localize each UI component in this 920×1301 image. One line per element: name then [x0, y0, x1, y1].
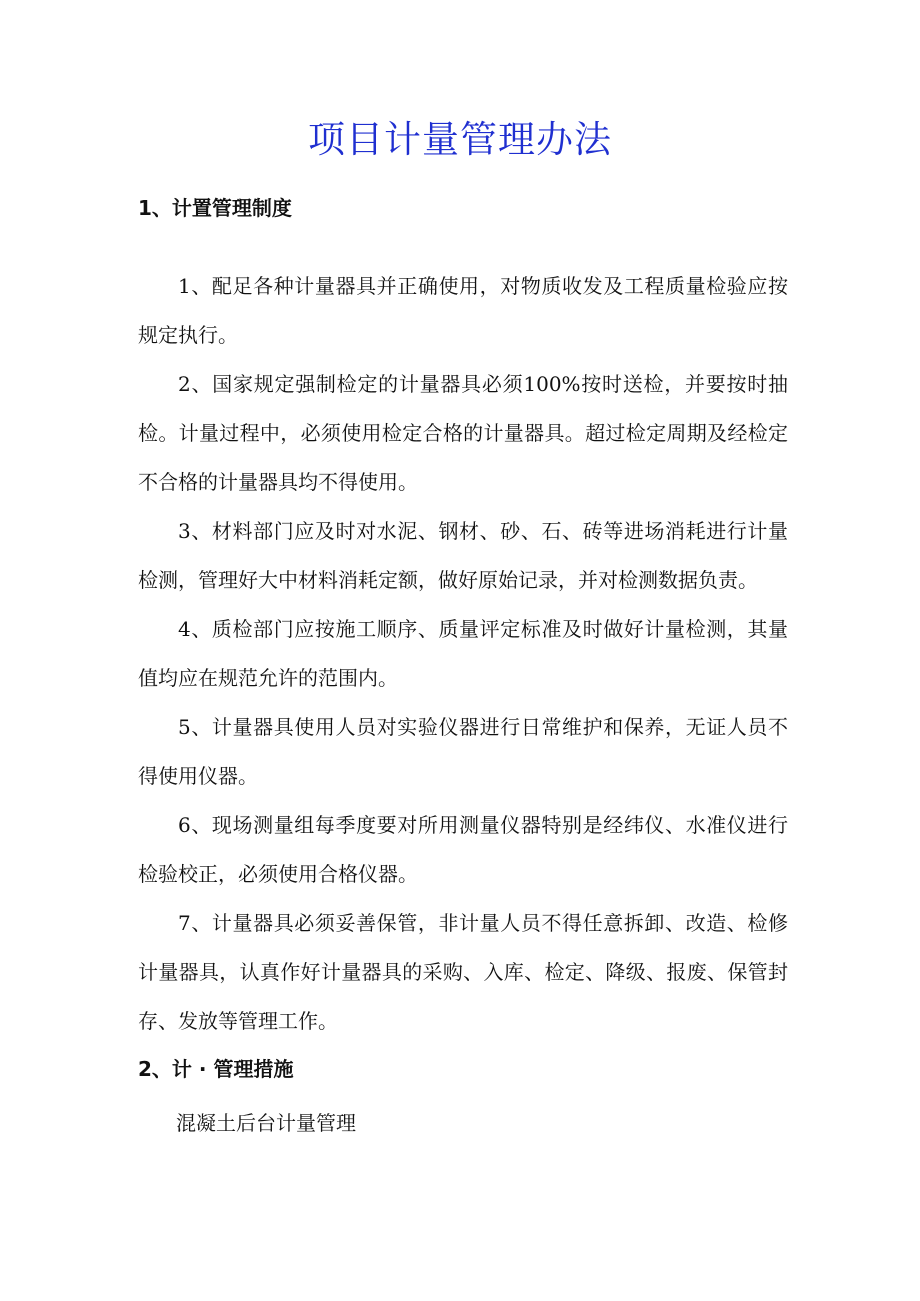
paragraph-4: 4、质检部门应按施工顺序、质量评定标准及时做好计量检测，其量值均应在规范允许的范围内。 [138, 617, 788, 690]
section-2-item: 混凝土后台计量管理 [176, 1111, 356, 1135]
document-title: 项目计量管理办法 [308, 118, 612, 161]
paragraph-7: 7、计量器具必须妥善保管，非计量人员不得任意拆卸、改造、检修计量器具，认真作好计量器具的采购、入库、检定、降级、报废、保管封存、发放等管理工作。 [138, 911, 788, 1033]
paragraph-6: 6、现场测量组每季度要对所用测量仪器特别是经纬仪、水准仪进行检验校正，必须使用合格仪器。 [138, 813, 788, 886]
section-1-heading: 1、计置管理制度 [138, 196, 292, 220]
paragraph-3: 3、材料部门应及时对水泥、钢材、砂、石、砖等进场消耗进行计量检测，管理好大中材料消耗定额，做好原始记录，并对检测数据负责。 [138, 519, 788, 592]
paragraph-5: 5、计量器具使用人员对实验仪器进行日常维护和保养，无证人员不得使用仪器。 [138, 715, 788, 788]
paragraph-2: 2、国家规定强制检定的计量器具必须100%按时送检，并要按时抽检。计量过程中，必须使用检定合格的计量器具。超过检定周期及经检定不合格的计量器具均不得使用。 [138, 372, 788, 494]
section-2-heading: 2、计 · 管理措施 [138, 1057, 294, 1081]
paragraph-1: 1、配足各种计量器具并正确使用，对物质收发及工程质量检验应按规定执行。 [138, 274, 788, 347]
